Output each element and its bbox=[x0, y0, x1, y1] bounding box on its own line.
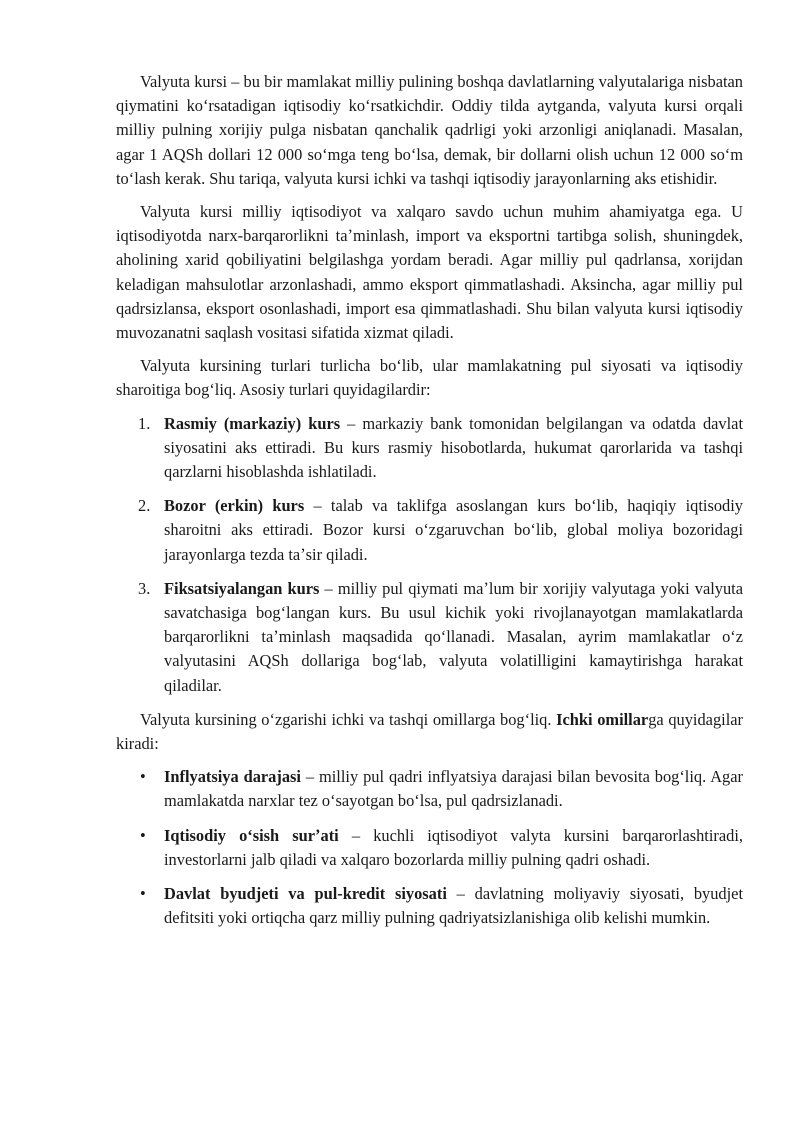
term-growth: Iqtisodiy oʻsish surʼati bbox=[164, 825, 339, 845]
types-list bbox=[116, 412, 743, 698]
term-description: – davlatning moliyaviy siyosati, byudjet defitsiti yoki ortiqcha qarz milliy pulning qadriyatsizlanishiga olib kelishi mumkin. bbox=[164, 884, 743, 928]
list-item bbox=[116, 824, 743, 872]
term-fixed-rate: Fiksatsiyalangan kurs bbox=[164, 578, 320, 598]
text-span: ga quyidagilar kiradi: bbox=[116, 709, 743, 754]
term-description: – milliy pul qadri inflyatsiya darajasi bilan bevosita bogʻliq. Agar mamlakatda narxlar tez oʻsayotgan boʻlsa, pul qadrsizlanadi. bbox=[164, 767, 743, 811]
list-item bbox=[116, 577, 743, 698]
text-span: Valyuta kursining oʻzgarishi ichki va tashqi omillarga bogʻliq. bbox=[140, 709, 557, 729]
term-budget-policy: Davlat byudjeti va pul-kredit siyosati bbox=[164, 884, 447, 904]
bullet-icon: • bbox=[140, 767, 146, 787]
bullet-icon: • bbox=[140, 884, 146, 904]
paragraph-importance: Valyuta kursi milliy iqtisodiyot va xalqaro savdo uchun muhim ahamiyatga ega. U iqtisodiyotda narx-barqarorlikni taʼminlash, import va eksportni tartibga solish, shuningdek, aholining xarid qobiliyatini belgilashga yordam beradi. Agar milliy pul qadrlansa, xorijdan keladigan mahsulotlar arzonlashadi, ammo eksport qimmatlashadi. Aksincha, agar milliy pul qadrsizlansa, eksport osonlashadi, import esa qimmatlashadi. Shu bilan valyuta kursi iqtisodiy muvozanatni saqlash vositasi sifatida xizmat qiladi. bbox=[116, 202, 743, 343]
paragraph-definition: Valyuta kursi – bu bir mamlakat milliy pulining boshqa davlatlarning valyutalariga nisbatan qiymatini koʻrsatadigan iqtisodiy koʻrsatkichdir. Oddiy tilda aytganda, valyuta kursi orqali milliy pulning xorijiy pulga nisbatan qanchalik qadrligi yoki arzonligi aniqlanadi. Masalan, agar 1 AQSh dollari 12 000 soʻmga teng boʻlsa, demak, bir dollarni olish uchun 12 000 soʻm toʻlash kerak. Shu tariqa, valyuta kursi ichki va tashqi iqtisodiy jarayonlarning aks etishidir. bbox=[116, 72, 743, 188]
term-description: – milliy pul qiymati maʼlum bir xorijiy valyutaga yoki valyuta savatchasiga bogʻlangan kurs. Bu usul kichik yoki rivojlanayotgan mamlakatlarda barqarorlikni taʼminlash maqsadida qoʻllanadi. Masalan, ayrim mamlakatlar oʻz valyutasini AQSh dollariga bogʻlab, valyuta volatilligini kamaytirishga harakat qiladilar. bbox=[164, 578, 744, 695]
term-description: – markaziy bank tomonidan belgilangan va odatda davlat siyosatini aks ettiradi. Bu kurs rasmiy hisobotlarda, hukumat qarorlarida va tashqi qarzlarni hisoblashda ishlatiladi. bbox=[164, 413, 744, 482]
bullet-icon: • bbox=[140, 825, 146, 845]
term-inflation: Inflyatsiya darajasi bbox=[164, 767, 301, 787]
term-market-rate: Bozor (erkin) kurs bbox=[164, 496, 305, 516]
list-item bbox=[116, 412, 743, 485]
list-item bbox=[116, 882, 743, 930]
paragraph-types-intro: Valyuta kursining turlari turlicha boʻlib, ular mamlakatning pul siyosati va iqtisodiy sharoitiga bogʻliq. Asosiy turlari quyidagilardir: bbox=[116, 356, 743, 400]
list-item bbox=[116, 765, 743, 813]
list-number: 1. bbox=[138, 413, 151, 433]
factors-list bbox=[116, 765, 743, 930]
paragraph-factors-intro bbox=[116, 708, 743, 756]
term-official-rate: Rasmiy (markaziy) kurs bbox=[164, 413, 341, 433]
term-description: – kuchli iqtisodiyot valyta kursini barqarorlashtiradi, investorlarni jalb qiladi va xalqaro bozorlarda milliy pulning qadri oshadi. bbox=[164, 825, 743, 869]
list-number: 3. bbox=[138, 578, 151, 598]
list-item bbox=[116, 494, 743, 567]
term-description: – talab va taklifga asoslangan kurs boʻlib, haqiqiy iqtisodiy sharoitni aks ettiradi. Bozor kursi oʻzgaruvchan boʻlib, global moliya bozoridagi jarayonlarga tezda taʼsir qiladi. bbox=[164, 496, 743, 564]
list-number: 2. bbox=[138, 496, 151, 516]
bold-term-internal-factors: Ichki omillar bbox=[556, 709, 649, 729]
